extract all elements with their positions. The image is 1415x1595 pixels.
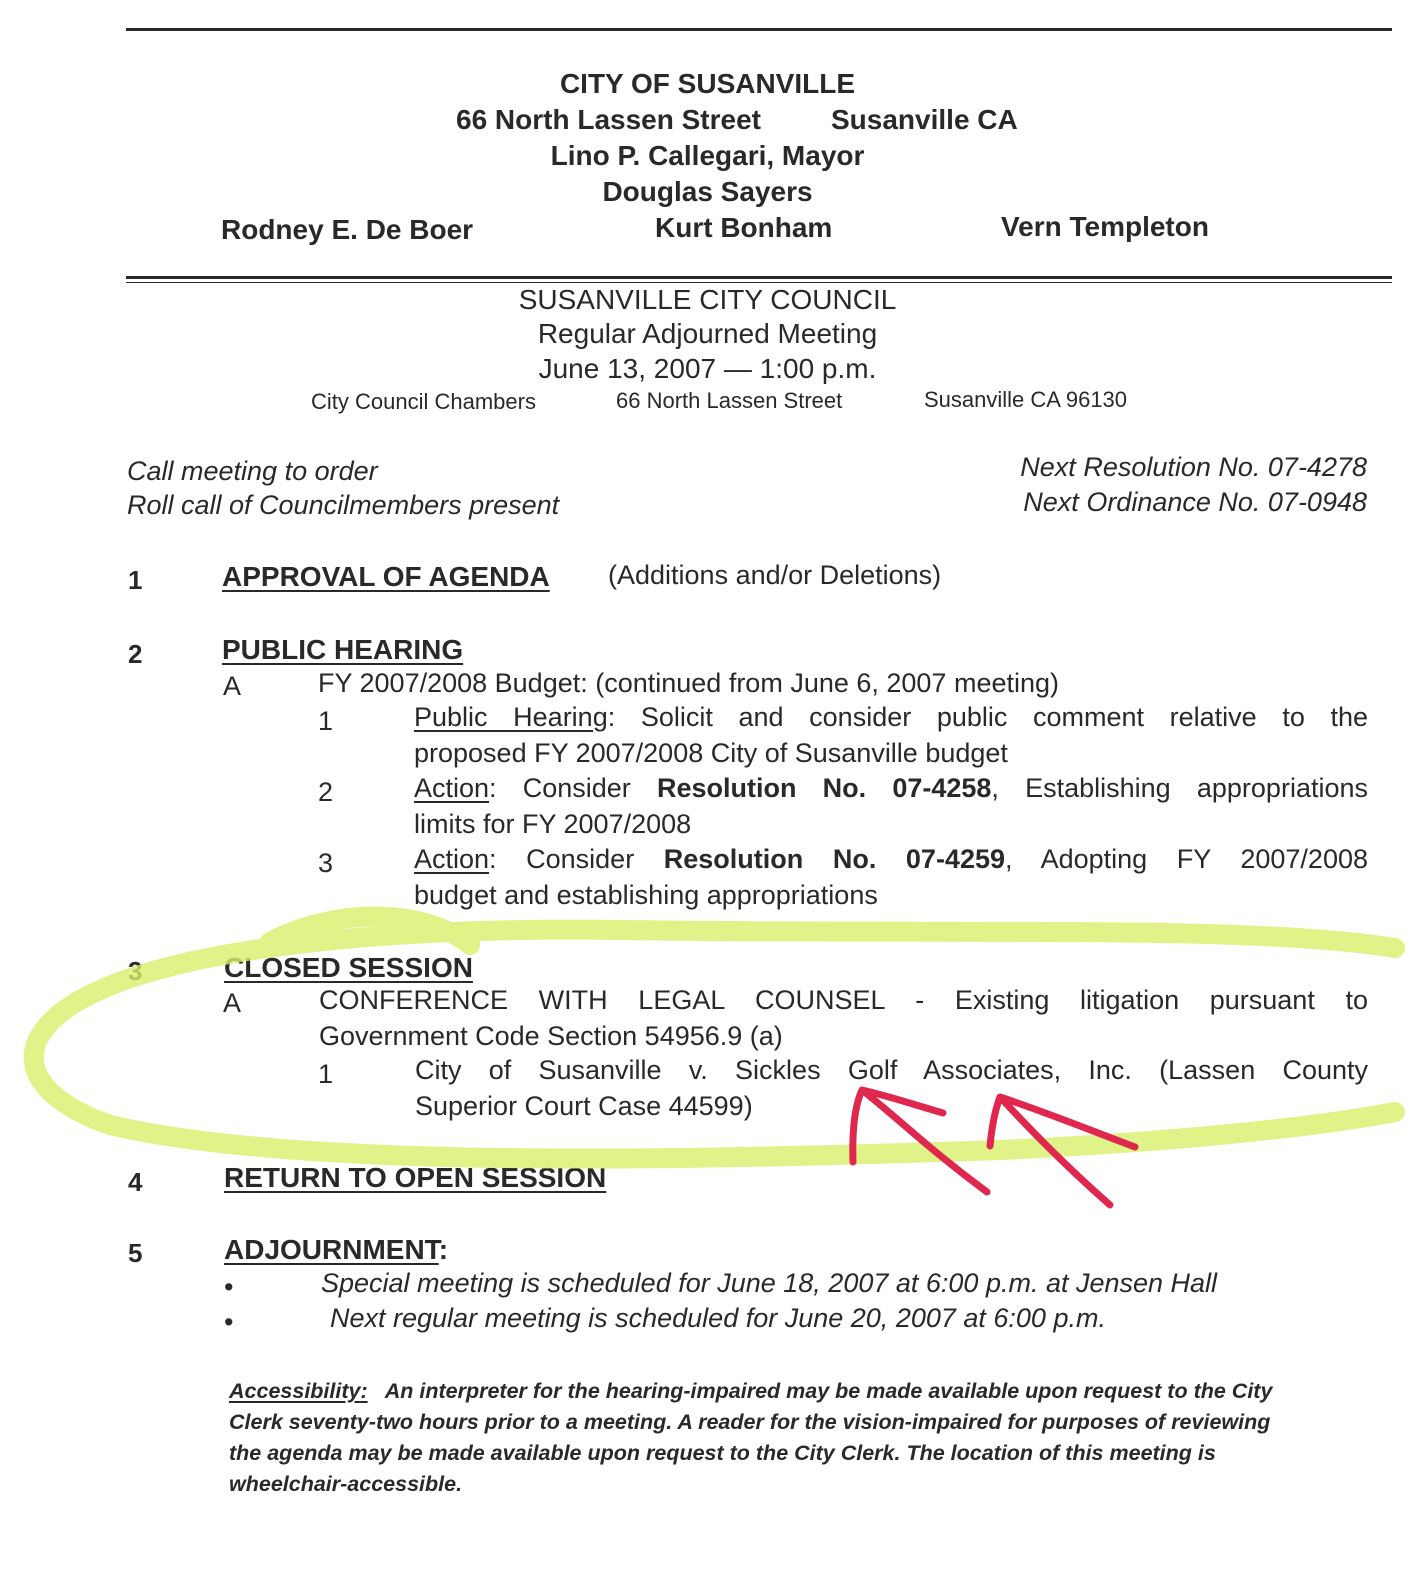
- letterhead-city: CITY OF SUSANVILLE: [559, 68, 856, 99]
- roll-call: Roll call of Councilmembers present: [127, 490, 560, 520]
- subitem-number: 2: [318, 777, 334, 807]
- subitem-label: Action: [414, 844, 490, 874]
- item-note: (Additions and/or Deletions): [608, 560, 942, 590]
- bullet: •: [224, 1272, 234, 1302]
- resolution-number: Resolution No. 07-4258: [656, 773, 992, 803]
- red-arrows: [853, 1090, 1135, 1205]
- item-number: 5: [128, 1238, 143, 1268]
- subitem-line: Public Hearing: Solicit and consider public comment relative to the: [414, 702, 1368, 732]
- subitem-line: City of Susanville v. Sickles Golf Associates, Inc. (Lassen County: [415, 1055, 1368, 1085]
- bullet: •: [224, 1307, 234, 1337]
- item-title-closed-session: CLOSED SESSION: [224, 952, 473, 983]
- subitem-line: Action: Consider Resolution No. 07-4258, Establishing appropriations: [414, 773, 1368, 803]
- adjournment-note: Next regular meeting is scheduled for June 20, 2007 at 6:00 p.m.: [330, 1303, 1106, 1333]
- meeting-datetime: June 13, 2007 — 1:00 p.m.: [538, 353, 877, 384]
- subitem-label: Public Hearing: [414, 702, 608, 732]
- subitem-label: Action: [414, 773, 490, 803]
- next-resolution: Next Resolution No. 07-4278: [1020, 452, 1367, 482]
- accessibility-notice: [229, 1376, 1299, 1500]
- meeting-type: Regular Adjourned Meeting: [537, 318, 878, 349]
- subitem-line: proposed FY 2007/2008 City of Susanville budget: [414, 738, 1008, 768]
- subitem-letter: A: [223, 671, 242, 701]
- subitem-line: Action: Consider Resolution No. 07-4259, Adopting FY 2007/2008: [414, 844, 1368, 874]
- next-ordinance: Next Ordinance No. 07-0948: [1023, 487, 1367, 517]
- meeting-street: 66 North Lassen Street: [616, 388, 843, 413]
- letterhead-member-right: Vern Templeton: [1001, 211, 1209, 242]
- subitem-line: CONFERENCE WITH LEGAL COUNSEL - Existing litigation pursuant to: [319, 985, 1368, 1015]
- subitem-text: FY 2007/2008 Budget: (continued from June 6, 2007 meeting): [318, 668, 1059, 698]
- subitem-letter: A: [223, 988, 242, 1018]
- letterhead-member-left: Rodney E. De Boer: [221, 214, 474, 245]
- resolution-number: Resolution No. 07-4259: [663, 844, 1006, 874]
- accessibility-text: An interpreter for the hearing-impaired may be made available upon request to the City Clerk seventy-two hours prior to a meeting. A reader for the vision-impaired for purposes of reviewing the agenda may be made available upon request to the City Clerk. The location of this meeting is wheelchair-accessible.: [229, 1379, 1273, 1496]
- meeting-city: Susanville CA 96130: [924, 387, 1128, 412]
- adjournment-note: Special meeting is scheduled for June 18, 2007 at 6:00 p.m. at Jensen Hall: [321, 1268, 1218, 1298]
- subitem-number: 3: [318, 848, 334, 878]
- item-number: 1: [128, 565, 143, 595]
- letterhead-street: 66 North Lassen Street: [456, 104, 761, 135]
- item-title-public-hearing: PUBLIC HEARING: [222, 634, 464, 665]
- item-number: 4: [128, 1167, 143, 1197]
- item-title-return: RETURN TO OPEN SESSION: [224, 1162, 607, 1193]
- arrow-golf: [853, 1090, 987, 1192]
- header-rule: [126, 276, 1392, 283]
- item-title-adjournment: ADJOURNMENT:: [224, 1234, 449, 1265]
- arrow-associates: [990, 1097, 1135, 1205]
- item-number: 2: [128, 639, 143, 669]
- accessibility-label: Accessibility:: [229, 1379, 368, 1403]
- meeting-room: City Council Chambers: [311, 389, 536, 414]
- top-rule: [126, 28, 1392, 31]
- letterhead-city-state: Susanville CA: [831, 104, 1018, 135]
- item-number: 3: [128, 956, 143, 986]
- letterhead-member-middle: Kurt Bonham: [655, 212, 833, 243]
- letterhead-member-center: Douglas Sayers: [602, 176, 813, 207]
- subitem-line: Government Code Section 54956.9 (a): [319, 1021, 783, 1051]
- subitem-line: budget and establishing appropriations: [414, 880, 878, 910]
- call-to-order: Call meeting to order: [127, 456, 378, 486]
- item-title-approval: APPROVAL OF AGENDA: [222, 561, 550, 592]
- subitem-line: limits for FY 2007/2008: [414, 809, 692, 839]
- letterhead-mayor: Lino P. Callegari, Mayor: [550, 140, 865, 171]
- subitem-number: 1: [318, 1059, 334, 1089]
- subitem-line: Superior Court Case 44599): [415, 1091, 753, 1121]
- meeting-body: SUSANVILLE CITY COUNCIL: [518, 284, 897, 315]
- subitem-number: 1: [318, 706, 334, 736]
